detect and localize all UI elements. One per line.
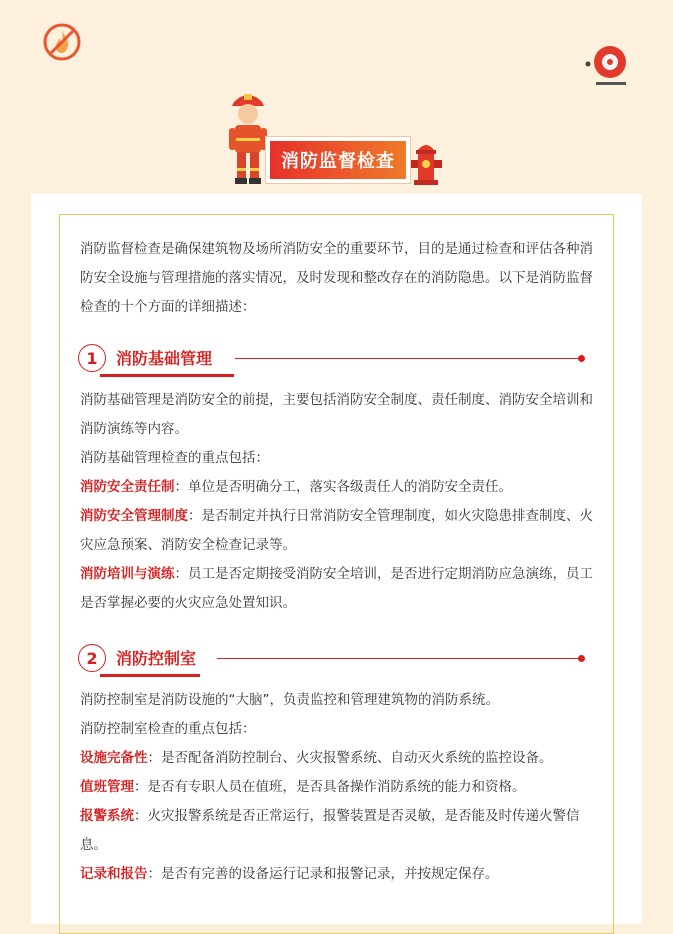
section-number-badge: 2 <box>78 644 106 672</box>
list-item <box>80 860 595 889</box>
title-banner <box>265 136 411 184</box>
section-title: 消防控制室 <box>116 649 197 668</box>
section-description: 消防控制室是消防设施的“大脑”，负责监控和管理建筑物的消防系统。 <box>80 692 499 708</box>
section-title: 消防基础管理 <box>116 349 213 368</box>
item-text: ：员工是否定期接受消防安全培训，是否进行定期消防应急演练，员工是否掌握必要的火灾应急处置知识。 <box>80 566 593 611</box>
section-header-2 <box>80 642 595 676</box>
content-frame <box>59 214 614 934</box>
section-divider-dot <box>578 355 585 362</box>
item-label: 设施完备性 <box>80 750 148 766</box>
item-label: 消防安全管理制度 <box>80 508 188 524</box>
section-divider-line <box>235 358 579 359</box>
section-number-badge: 1 <box>78 344 106 372</box>
section-focus-label: 消防基础管理检查的重点包括： <box>80 450 269 466</box>
list-item <box>80 802 595 860</box>
section-divider-dot <box>578 655 585 662</box>
section-underline <box>100 674 200 677</box>
alarm-bell-icon <box>584 44 632 88</box>
item-label: 消防培训与演练 <box>80 566 175 582</box>
article-body <box>80 235 595 889</box>
fire-hydrant-icon <box>408 140 444 186</box>
item-label: 记录和报告 <box>80 866 148 882</box>
content-card <box>31 194 642 924</box>
item-label: 报警系统 <box>80 808 134 824</box>
item-label: 值班管理 <box>80 779 134 795</box>
list-item <box>80 744 595 773</box>
item-text: ：单位是否明确分工，落实各级责任人的消防安全责任。 <box>174 479 512 495</box>
item-text: ：是否有完善的设备运行记录和报警记录，并按规定保存。 <box>147 866 499 882</box>
intro-paragraph: 消防监督检查是确保建筑物及场所消防安全的重要环节，目的是通过检查和评估各种消防安全设施与管理措施的落实情况，及时发现和整改存在的消防隐患。以下是消防监督检查的十个方面的详细描述： <box>80 241 593 315</box>
section-focus-label: 消防控制室检查的重点包括： <box>80 721 256 737</box>
item-label: 消防安全责任制 <box>80 479 175 495</box>
section-description: 消防基础管理是消防安全的前提，主要包括消防安全制度、责任制度、消防安全培训和消防演练等内容。 <box>80 392 593 437</box>
no-fire-icon <box>42 22 82 62</box>
item-text: ：是否有专职人员在值班，是否具备操作消防系统的能力和资格。 <box>134 779 526 795</box>
section-underline <box>100 374 234 377</box>
list-item <box>80 502 595 560</box>
item-text: ：火灾报警系统是否正常运行，报警装置是否灵敏，是否能及时传递火警信息。 <box>80 808 580 853</box>
list-item <box>80 473 595 502</box>
firefighter-icon <box>226 88 270 186</box>
list-item <box>80 560 595 618</box>
item-text: ：是否配备消防控制台、火灾报警系统、自动灭火系统的监控设备。 <box>147 750 553 766</box>
section-header-1 <box>80 342 595 376</box>
list-item <box>80 773 595 802</box>
page-title: 消防监督检查 <box>270 141 406 179</box>
section-divider-line <box>217 658 579 659</box>
item-text: ：是否制定并执行日常消防安全管理制度，如火灾隐患排查制度、火灾应急预案、消防安全检查记录等。 <box>80 508 593 553</box>
